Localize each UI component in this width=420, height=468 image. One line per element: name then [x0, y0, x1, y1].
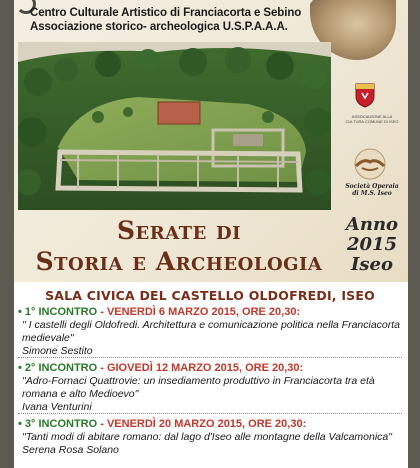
event-number: 2° INCONTRO — [24, 362, 98, 374]
municipality-caption: ASSOCIAZIONE ALLA CULTURA COMUNE DI ISEO — [345, 114, 399, 124]
event-title: "Adro-Fornaci Quattrovie: un insediamento produttivo in Franciacorta tra età romana e alto Medioevo" — [22, 375, 375, 400]
societa-operaia-label — [344, 183, 400, 197]
event-number: 1° INCONTRO — [24, 306, 98, 318]
event-title: "Tanti modi di abitare romano: dal lago d'Iseo alle montagne della Valcamonica" — [22, 431, 392, 443]
handshake-icon — [350, 148, 390, 180]
org-line-1: Centro Culturale Artistico di Franciacorta e Sebino — [30, 7, 302, 19]
coat-of-arms-icon — [354, 82, 376, 108]
event-header — [18, 362, 402, 375]
event-speaker: Simone Sestito — [22, 345, 93, 357]
anno-label: Anno — [345, 214, 399, 235]
event-3 — [18, 418, 402, 457]
bullet: • — [18, 418, 22, 430]
event-date: - VENERDÌ 6 MARZO 2015, ORE 20,30: — [97, 306, 301, 318]
poster-title-line-2: Storia e Archeologia — [35, 247, 323, 276]
org-line-2: Associazione storico- archeologica U.S.P.A.A.A. — [30, 21, 288, 33]
poster-title-line-1: Serate di — [116, 216, 242, 245]
event-1 — [18, 306, 402, 358]
event-speaker: Serena Rosa Solano — [22, 444, 119, 456]
event-2 — [18, 362, 402, 414]
bullet: • — [18, 306, 22, 318]
divider — [18, 413, 402, 414]
anno-city: Iseo — [350, 254, 393, 275]
anno-year: 2015 — [346, 234, 398, 255]
venue-heading: SALA CIVICA DEL CASTELLO OLDOFREDI, ISEO — [45, 288, 375, 303]
event-speaker: Ivana Venturini — [22, 401, 92, 413]
event-date: - GIOVEDÌ 12 MARZO 2015, ORE 20,30: — [97, 362, 304, 374]
event-header — [18, 418, 402, 431]
event-date: - VENERDÌ 20 MARZO 2015, ORE 20,30: — [97, 418, 307, 430]
societa-line-1: Società Operaia — [345, 183, 399, 190]
event-header — [18, 306, 402, 319]
event-title: " I castelli degli Oldofredi. Architettura e comunicazione politica nella Franciacorta medievale" — [22, 319, 401, 344]
bullet: • — [18, 362, 22, 374]
societa-line-2: di M.S. Iseo — [352, 190, 392, 197]
castle-aerial-photo — [18, 42, 331, 210]
divider — [18, 357, 402, 358]
event-number: 3° INCONTRO — [24, 418, 98, 430]
aerial-photo-illustration — [18, 42, 331, 210]
